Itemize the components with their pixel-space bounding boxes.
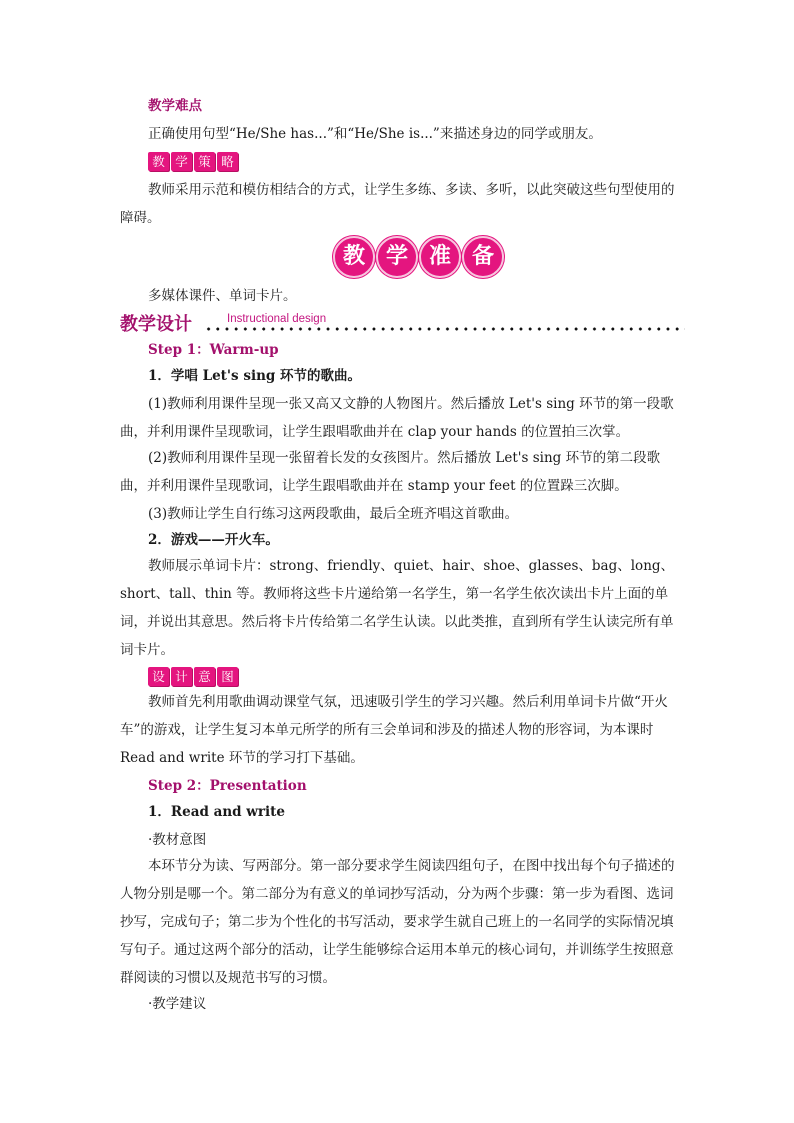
preparation-banner-char: 教 (333, 236, 375, 278)
intent-text: 教师首先利用歌曲调动课堂气氛，迅速吸引学生的学习兴趣。然后利用单词卡片做“开火车”的游戏，让学生复习本单元所学的所有三会单词和涉及的描述人物的形容词，为本课时 Read and write 环节的学习打下基础。 (120, 694, 668, 766)
design-section-header (120, 310, 685, 336)
intent-tag-char: 意 (194, 667, 215, 686)
intent-tag (148, 667, 238, 686)
intent-tag-char: 图 (217, 667, 238, 686)
step2-heading: Step 2：Presentation (148, 778, 307, 794)
step1-heading: Step 1：Warm-up (148, 342, 279, 358)
step1-item1-title: 1．学唱 Let's sing 环节的歌曲。 (148, 368, 362, 384)
step2-sub-advice: ·教学建议 (148, 996, 207, 1012)
step1-item2-title: 2．游戏——开火车。 (148, 532, 279, 548)
strategy-tag (148, 152, 238, 171)
difficulty-text: 正确使用句型“He/She has...”和“He/She is...”来描述身边的同学或朋友。 (148, 126, 602, 142)
step2-text: 本环节分为读、写两部分。第一部分要求学生阅读四组句子，在图中找出每个句子描述的人物分别是哪一个。第二部分为有意义的单词抄写活动，分为两个步骤：第一步为看图、选词抄写，完成句子；第二步为个性化的书写活动，要求学生就自己班上的一名同学的实际情况填写句子。通过这两个部分的活动，让学生能够综合运用本单元的核心词句，并训练学生按照意群阅读的习惯以及规范书写的习惯。 (120, 858, 675, 986)
strategy-text: 教师采用示范和模仿相结合的方式，让学生多练、多读、多听，以此突破这些句型使用的障碍。 (120, 182, 675, 226)
preparation-banner-char: 学 (376, 236, 418, 278)
intent-tag-char: 计 (171, 667, 192, 686)
step1-item1-p3: (3)教师让学生自行练习这两段歌曲，最后全班齐唱这首歌曲。 (148, 506, 519, 522)
intent-tag-char: 设 (148, 667, 169, 686)
design-title: 教学设计 (120, 314, 192, 335)
preparation-banner-char: 准 (419, 236, 461, 278)
preparation-banner-char: 备 (462, 236, 504, 278)
strategy-tag-char: 策 (194, 152, 215, 171)
strategy-tag-char: 略 (217, 152, 238, 171)
design-subtitle: Instructional design (227, 313, 327, 325)
step1-item2-p1: 教师展示单词卡片：strong、friendly、quiet、hair、shoe、glasses、bag、long、short、tall、thin 等。教师将这些卡片递给第一名学生，第一名学生依次读出卡片上面的单词，并说出其意思。然后将卡片传给第二名学生认读。以此类推，直到所有学生认读完所有单词卡片。 (120, 558, 675, 658)
strategy-tag-char: 教 (148, 152, 169, 171)
difficulty-heading: 教学难点 (148, 98, 202, 114)
preparation-banner (333, 236, 504, 278)
step2-sub-intent: ·教材意图 (148, 832, 207, 848)
step2-item1-title: 1．Read and write (148, 804, 285, 820)
step1-item1-p1: (1)教师利用课件呈现一张又高又文静的人物图片。然后播放 Let's sing 环节的第一段歌曲，并利用课件呈现歌词，让学生跟唱歌曲并在 clap your hands 的位置拍三次掌。 (120, 396, 674, 440)
step1-item1-p2: (2)教师利用课件呈现一张留着长发的女孩图片。然后播放 Let's sing 环节的第二段歌曲，并利用课件呈现歌词，让学生跟唱歌曲并在 stamp your feet 的位置跺三次脚。 (120, 450, 661, 494)
strategy-tag-char: 学 (171, 152, 192, 171)
dotted-divider (204, 327, 685, 331)
preparation-text: 多媒体课件、单词卡片。 (148, 288, 297, 304)
